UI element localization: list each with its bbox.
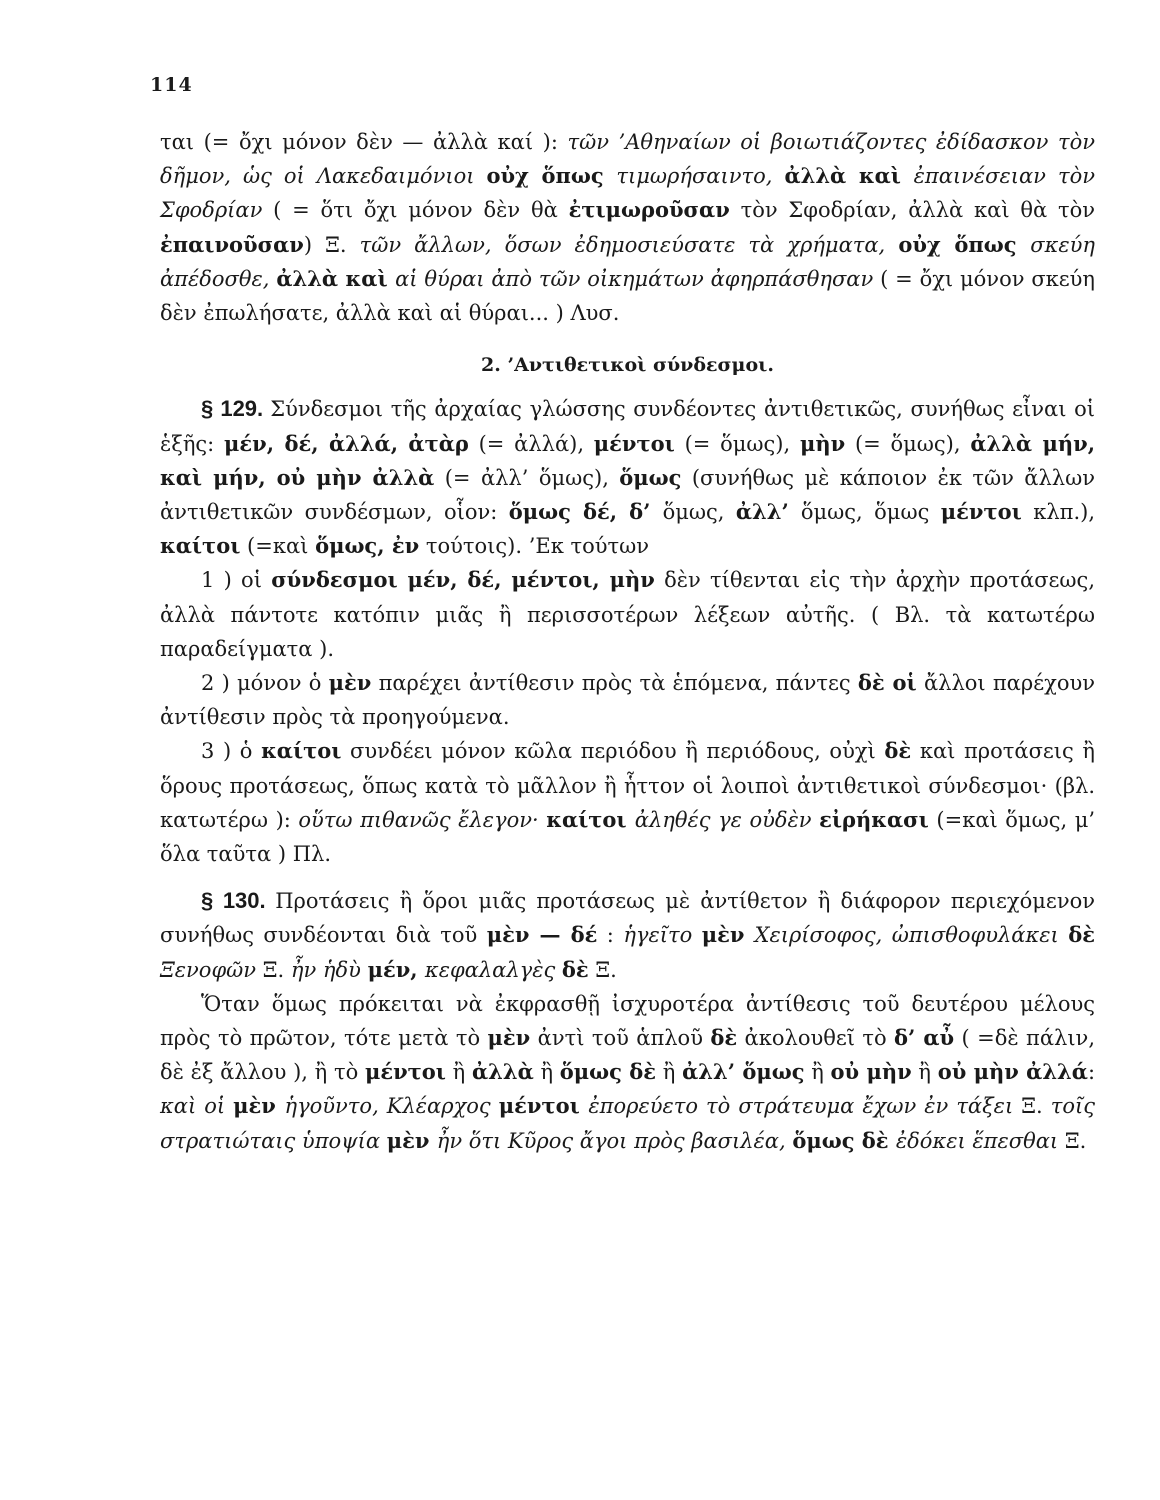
bold-text-run: δὲ οἱ <box>857 670 917 696</box>
text-run: ( =δὲ πάλιν, δὲ ἐξ ἄλλου ), ἢ τὸ <box>160 1026 1096 1085</box>
bold-text-run: δὲ <box>710 1025 738 1051</box>
text-run: 2 ) μόνον ὁ <box>201 671 329 696</box>
bold-text-run: δὲ <box>884 738 912 764</box>
italic-text-run: σκεύη ἀπέδοσθε, <box>160 232 1096 291</box>
italic-text-run: Ξενοφῶν <box>160 957 257 982</box>
bold-text-run: ἀλλὰ μήν, καὶ μήν, οὐ μὴν ἀλλὰ <box>160 430 1096 490</box>
bold-text-run: καίτοι <box>546 806 635 832</box>
bold-text-run: δὲ <box>561 956 589 982</box>
bold-text-run: ὅμως δέ, δ’ <box>508 499 663 525</box>
bold-text-run: δὲ <box>1068 922 1095 948</box>
text-run: (= ὅμως), <box>674 431 800 456</box>
paragraph-rule-3 <box>160 734 1095 871</box>
text-run: 1 ) οἱ <box>201 568 272 593</box>
text-run: (συνήθως μὲ κάποιον ἐκ τῶν ἄλλων ἀντιθετικῶν συνδέσμων, οἷον: <box>160 465 1095 525</box>
italic-text-run: Χειρίσοφος, ὠπισθοφυλάκει <box>754 923 1069 948</box>
text-run: τὸν Σφοδρίαν, ἀλλὰ καὶ θὰ τὸν <box>729 198 1095 223</box>
section-number: § 130. <box>201 888 276 914</box>
text-run: 3 ) ὁ <box>201 739 262 764</box>
bold-text-run: ἀλλ’ <box>735 499 801 525</box>
text-run: ἀντὶ τοῦ ἁπλοῦ <box>530 1026 711 1051</box>
italic-text-run: ἡγεῖτο <box>623 923 702 948</box>
paragraph-stronger-contrast <box>160 987 1095 1158</box>
text-run: (= ὅμως), <box>845 431 971 456</box>
bold-text-run: καίτοι <box>160 533 241 559</box>
text-run: : <box>597 923 624 948</box>
italic-text-run: ἦν ὅτι Κῦρος ἄγοι πρὸς βασιλέα, <box>436 1128 793 1153</box>
bold-text-run: ἀλλὰ καὶ <box>784 163 914 189</box>
bold-text-run: οὐχ ὅπως <box>898 231 1031 257</box>
text-run: ὅμως, ὅμως <box>800 500 941 525</box>
bold-text-run: μὲν <box>233 1093 285 1119</box>
bold-text-run: μὲν <box>701 922 755 948</box>
text-run: Προτάσεις ἢ ὅροι μιᾶς προτάσεως μὲ ἀντίθετον ἢ διάφορον περιεχόμενον συνήθως συνδέονται διὰ τοῦ <box>160 889 1095 948</box>
section-number: § 129. <box>201 396 271 422</box>
bold-text-run: ὅμως, ἐν <box>315 533 420 559</box>
text-run: Ξ. <box>256 957 291 982</box>
body-text <box>160 125 1095 1158</box>
bold-text-run: μέντοι <box>498 1093 589 1119</box>
paragraph-section-130 <box>160 884 1095 987</box>
text-run: καὶ προτάσεις ἢ ὅρους προτάσεως, ὅπως κατὰ τὸ μᾶλλον ἢ ἧττον οἱ λοιποὶ ἀντιθετικοὶ σύνδεσμοι· (βλ. κατωτέρω ): <box>160 739 1095 832</box>
page-number: 114 <box>150 74 193 96</box>
italic-text-run: ἦν ἡδὺ <box>290 957 368 982</box>
bold-text-run: μέν, δέ, ἀλλά, ἀτὰρ <box>224 430 469 456</box>
text-run: ἢ <box>911 1060 938 1085</box>
paragraph-rule-1 <box>160 563 1095 666</box>
italic-text-run: οὕτω πιθανῶς ἔλεγον· <box>298 807 547 832</box>
italic-text-run: ἐπαινέσειαν τὸν Σφοδρίαν <box>160 164 1095 223</box>
bold-text-run: μὲν <box>386 1127 437 1153</box>
text-run: ) Ξ. <box>303 232 360 257</box>
paragraph-continuation <box>160 125 1095 330</box>
bold-text-run: μὴν <box>799 430 846 456</box>
text-run: ται (= ὄχι μόνον δὲν — ἀλλὰ καί ): <box>160 130 568 154</box>
italic-text-run: τῶν ἄλλων, ὅσων ἐδημοσιεύσατε τὰ χρήματα, <box>359 232 899 257</box>
text-run: Σύνδεσμοι τῆς ἀρχαίας γλώσσης συνδέοντες ἀντιθετικῶς, συνήθως εἶναι οἱ ἑξῆς: <box>160 397 1095 456</box>
bold-text-run: ἐτιμωροῦσαν <box>568 197 730 223</box>
bold-text-run: μέντοι <box>940 499 1022 525</box>
text-run: (=καὶ <box>240 534 316 559</box>
paragraph-rule-2 <box>160 666 1095 734</box>
bold-text-run: μέντοι <box>364 1059 446 1085</box>
text-run: Ξ. <box>588 957 617 982</box>
text-run: ἢ <box>656 1060 683 1085</box>
bold-text-run: οὐ μὴν <box>830 1059 912 1085</box>
italic-text-run: τιμωρήσαιντο, <box>616 164 785 189</box>
paragraph-section-129 <box>160 392 1095 563</box>
text-run: ( = ὅτι ὄχι μόνον δὲν θὰ <box>262 198 569 223</box>
bold-text-run: δ’ αὖ <box>894 1025 955 1051</box>
bold-text-run: ἐπαινοῦσαν <box>160 231 304 257</box>
italic-text-run: τοῖς στρατιώταις ὑποψία <box>160 1094 1095 1153</box>
text-run: τούτοις). ’Εκ τούτων <box>419 534 650 559</box>
text-run: (=καὶ ὅμως, μ’ ὅλα ταῦτα ) Πλ. <box>160 807 1096 867</box>
bold-text-run: καίτοι <box>261 738 342 764</box>
text-run: ὅμως, <box>662 500 736 525</box>
bold-text-run: ἀλλὰ καὶ <box>276 265 396 291</box>
text-run: ἢ <box>804 1060 831 1085</box>
bold-text-run: ὅμως <box>619 464 682 490</box>
text-run: ἢ <box>445 1060 472 1085</box>
text-run: ἀκολουθεῖ τὸ <box>737 1026 895 1051</box>
bold-text-run: σύνδεσμοι μέν, δέ, μέντοι, μὴν <box>271 567 655 593</box>
text-run: κλπ.), <box>1021 500 1096 525</box>
italic-text-run: ἐδόκει ἕπεσθαι <box>895 1128 1059 1153</box>
text-run: παρέχει ἀντίθεσιν πρὸς τὰ ἑπόμενα, πάντες <box>371 671 858 696</box>
bold-text-run: μὲν — δέ <box>486 922 598 948</box>
text-run: Ξ. <box>1013 1094 1051 1119</box>
text-run: : <box>1087 1060 1096 1085</box>
italic-text-run: ἐπορεύετο τὸ στράτευμα ἔχων ἐν τάξει <box>588 1094 1014 1119</box>
text-run: Ὅταν ὅμως πρόκειται νὰ ἐκφρασθῇ ἰσχυροτέρα ἀντίθεσις τοῦ δευτέρου μέλους πρὸς τὸ πρῶτον, τότε μετὰ τὸ <box>160 991 1095 1051</box>
bold-text-run: οὐχ ὅπως <box>486 163 617 189</box>
text-run: συνδέει μόνον κῶλα περιόδου ἢ περιόδους, οὐχὶ <box>341 739 885 764</box>
bold-text-run: μέν, <box>367 956 425 982</box>
text-run: ( = ὄχι μόνον σκεύη δὲν ἐπωλήσατε, ἀλλὰ καὶ αἱ θύραι... ) Λυσ. <box>160 266 1096 326</box>
bold-text-run: οὐ μὴν ἀλλά <box>937 1059 1088 1085</box>
bold-text-run: ἀλλ’ ὅμως <box>682 1059 805 1085</box>
section-heading: 2. ’Αντιθετικοὶ σύνδεσμοι. <box>481 354 774 377</box>
text-run: ἄλλοι παρέχουν ἀντίθεσιν πρὸς τὰ προηγούμενα. <box>160 671 1095 730</box>
bold-text-run: ἀλλὰ <box>471 1059 534 1085</box>
bold-text-run: μὲν <box>487 1025 531 1051</box>
text-run: (= ἀλλά), <box>468 431 594 456</box>
italic-text-run: κεφαλαλγὲς <box>424 957 562 982</box>
italic-text-run: ἀληθές γε οὐδὲν <box>634 807 820 832</box>
italic-text-run: καὶ οἱ <box>160 1094 234 1119</box>
text-run: δὲν τίθενται εἰς τὴν ἀρχὴν προτάσεως, ἀλλὰ πάντοτε κατόπιν μιᾶς ἢ περισσοτέρων λέξεων αὐτῆς. ( Βλ. τὰ κατωτέρω παραδείγματα ). <box>160 568 1095 661</box>
text-run: (= ἀλλ’ ὅμως), <box>434 465 620 490</box>
italic-text-run: ἡγοῦντο, Κλέαρχος <box>284 1094 499 1119</box>
bold-text-run: ὅμως δὲ <box>792 1127 896 1153</box>
italic-text-run: τῶν ’Αθηναίων οἱ βοιωτιάζοντες ἐδίδασκον τὸν δῆμον, ὡς οἱ Λακεδαιμόνιοι <box>160 130 1095 189</box>
italic-text-run: αἱ θύραι ἀπὸ τῶν οἰκημάτων ἀφηρπάσθησαν <box>395 266 874 291</box>
text-run: ἢ <box>533 1060 560 1085</box>
bold-text-run: εἰρήκασι <box>819 806 929 832</box>
bold-text-run: ὅμως δὲ <box>559 1059 657 1085</box>
bold-text-run: μέντοι <box>593 430 675 456</box>
text-run: Ξ. <box>1058 1128 1087 1153</box>
bold-text-run: μὲν <box>328 670 372 696</box>
